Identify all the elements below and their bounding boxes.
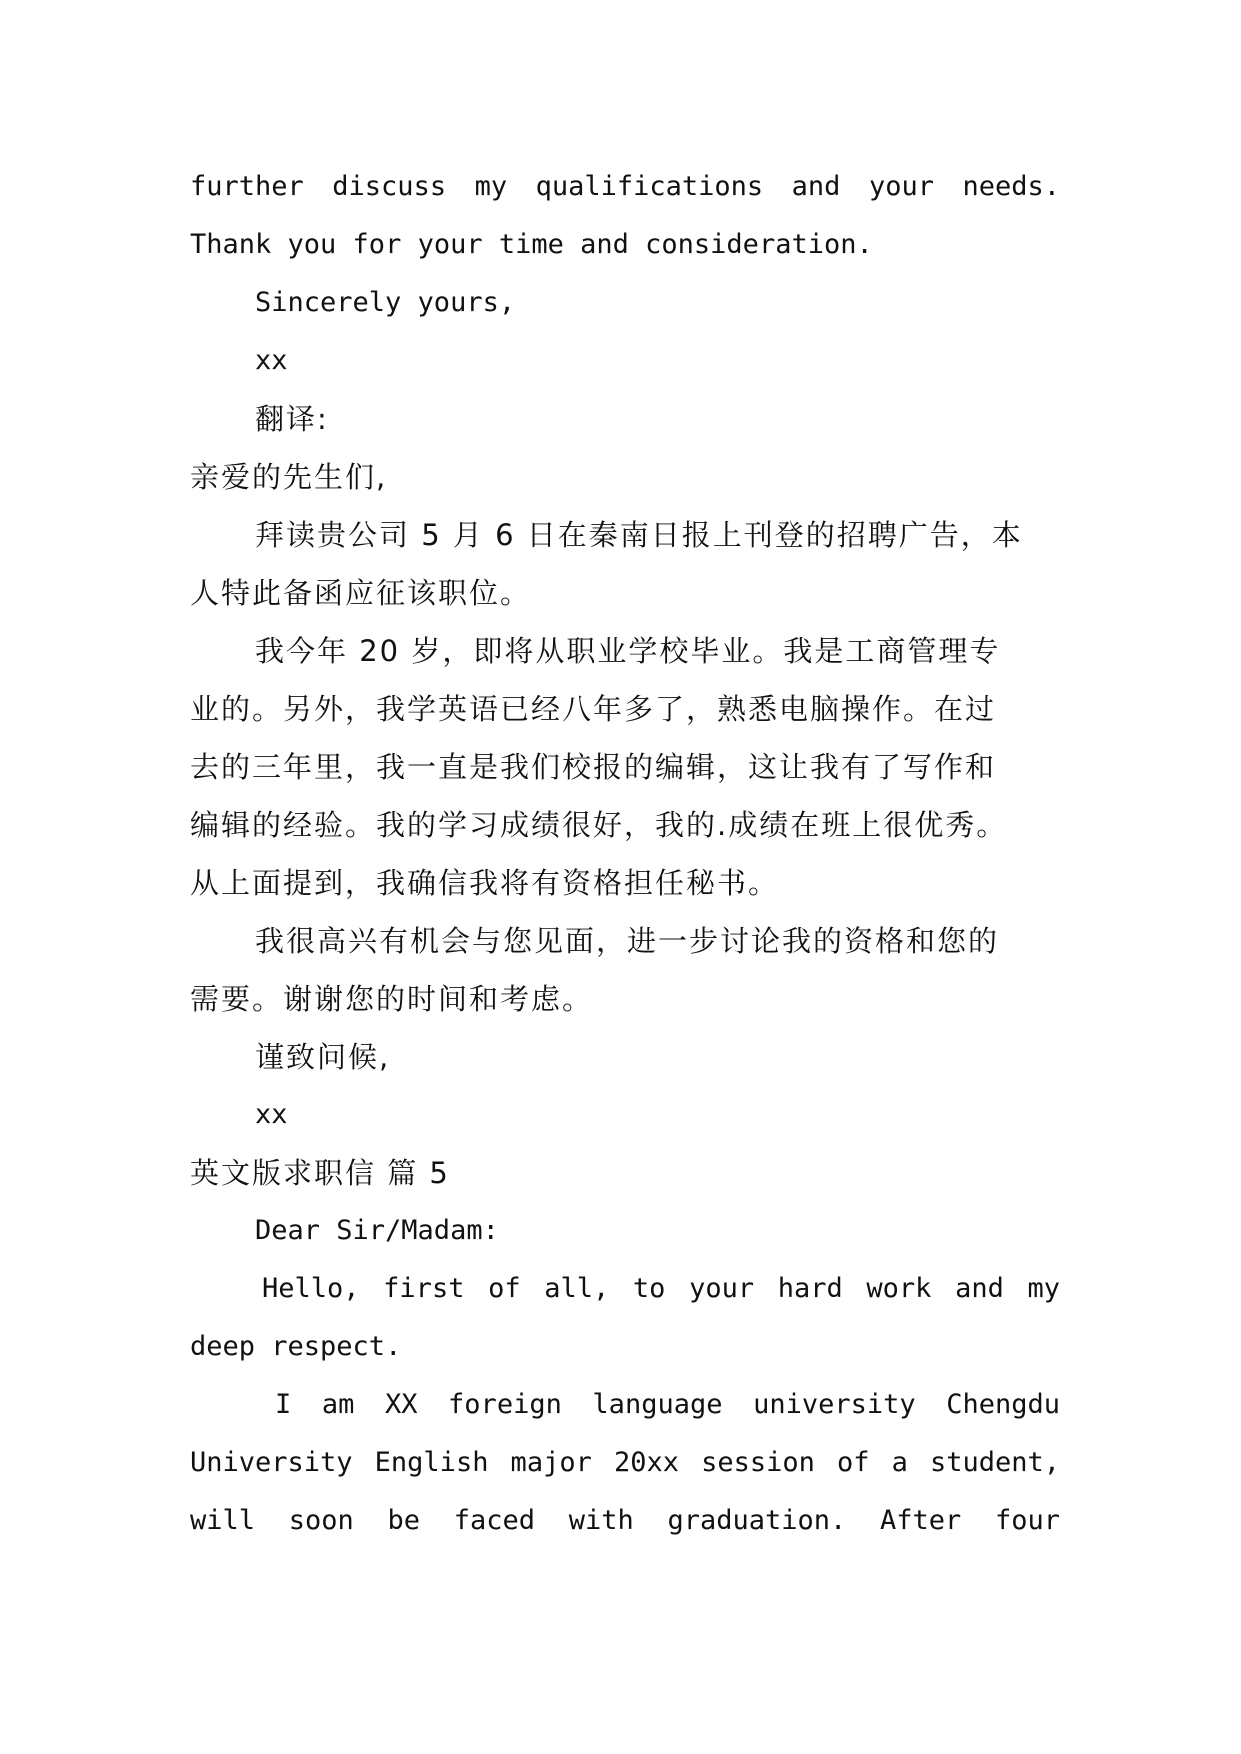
section-heading: 英文版求职信 篇 5: [190, 1156, 450, 1190]
section-label: 翻译:: [255, 402, 329, 436]
closing-line: Sincerely yours,: [255, 287, 516, 318]
closing-line: 谨致问候,: [255, 1040, 391, 1074]
text-line: will soon be faced with graduation. After four: [190, 1505, 1060, 1536]
text-line: University English major 20xx session of a student,: [190, 1447, 1060, 1478]
text-line: 我很高兴有机会与您见面，进一步讨论我的资格和您的: [255, 924, 1000, 958]
text-line: 拜读贵公司 5 月 6 日在秦南日报上刊登的招聘广告，本: [255, 518, 1023, 552]
text-line: further discuss my qualifications and your needs.: [190, 171, 1060, 202]
text-line: Thank you for your time and consideration.: [190, 229, 873, 260]
text-line: 去的三年里，我一直是我们校报的编辑，这让我有了写作和: [190, 750, 997, 784]
salutation-line: Dear Sir/Madam:: [255, 1215, 499, 1246]
text-line: 从上面提到，我确信我将有资格担任秘书。: [190, 866, 780, 900]
salutation-line: 亲爱的先生们,: [190, 460, 388, 494]
text-line: 编辑的经验。我的学习成绩很好，我的.成绩在班上很优秀。: [190, 808, 1008, 842]
signature-line: xx: [255, 1099, 288, 1130]
text-line: Hello, first of all, to your hard work and my: [262, 1273, 1060, 1304]
text-line: I am XX foreign language university Chengdu: [275, 1389, 1060, 1420]
text-line: deep respect.: [190, 1331, 402, 1362]
text-line: 需要。谢谢您的时间和考虑。: [190, 982, 594, 1016]
text-line: 业的。另外，我学英语已经八年多了，熟悉电脑操作。在过: [190, 692, 997, 726]
text-line: 人特此备函应征该职位。: [190, 576, 532, 610]
signature-line: xx: [255, 345, 288, 376]
text-line: 我今年 20 岁，即将从职业学校毕业。我是工商管理专: [255, 634, 1001, 668]
